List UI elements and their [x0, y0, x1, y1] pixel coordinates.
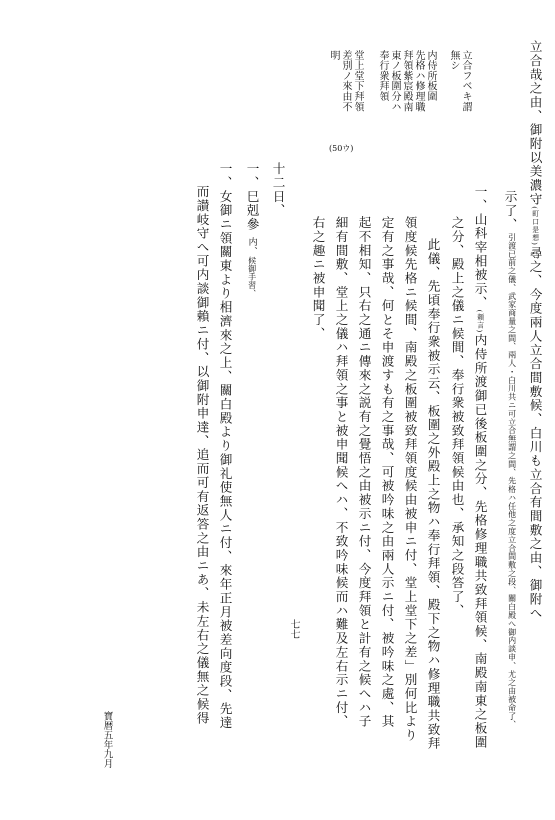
margin-note-1b: 無シ — [448, 50, 459, 71]
text-column-5: 此儀、先頃奉行衆被示云、板圍之外殿上之物ハ奉行拜領、殿下之物ハ修理職共致拜 — [425, 238, 441, 751]
margin-note-6: 明 — [328, 50, 339, 61]
interlinear-note: 引渡已前之儀、武家商量之間、兩人・白川共ニ可立合無謂之間、先 格ハ任他之度立合間敷之段、關白殿へ御内談申、尤之由被命了、 — [507, 232, 517, 729]
margin-note-3b: 東ノ板圍分ハ — [389, 50, 400, 112]
margin-note-2b: 先格ハ修理職 — [413, 50, 424, 112]
margin-note-4: 奉行衆拜領 — [377, 50, 388, 102]
text-column-2: 示了、 引渡已前之儀、武家商量之間、兩人・白川共ニ可立合無謂之間、先 格ハ任他之度立合間敷之段、關白殿へ御内談申、尤之由被命了、 — [502, 190, 518, 729]
running-footer: 寶暦五年九月 — [101, 711, 113, 768]
text-column-3: 一、山科宰相被示、(頼言)内侍所渡御已後板圍之分、先格修理職共致拜領候、南殿南東之板圍 — [472, 185, 488, 750]
text-column-6: 領度候先格ニ候間、南殿之板圍被致拜領度候由被申ニ付、堂上堂下之差」別何比より — [402, 216, 418, 743]
text-column-14: 而讃岐守へ可内談御賴ニ付、以御附申達、追而可有返答之由ニあ、未左右之儀無之候得 — [194, 185, 210, 726]
date-heading: 十二日、 — [270, 162, 286, 218]
margin-note-2: 内侍所板圍 — [425, 50, 436, 102]
interlinear-note: 候御手習、 — [247, 256, 257, 298]
page-number: 七七 — [288, 619, 299, 639]
text-column-1: 立合哉之由、御附以美濃守(町口是想)尋之、今度兩人立合間敷候、白川も立合有間敷之由、御附へ — [527, 40, 543, 621]
margin-note-5b: 差別ノ來由不 — [340, 50, 351, 112]
annotation-name: (町口是想) — [530, 206, 539, 247]
margin-note-1: 立合フベキ謂 — [460, 50, 471, 112]
text-column-10: 右之趣ニ被申聞了、 — [310, 216, 326, 341]
text-column-13: 一、女御ニ領關東より相濟來之上、關白殿より御礼使無人ニ付、來年正月被差向度段、先達 — [217, 162, 233, 730]
text-column-8: 起不相知、只右之通ニ傳來之説有之覺悟之由被示ニ付、今度拜領と計有之候へハ子 — [356, 216, 372, 729]
annotation-name: (頼言) — [475, 309, 484, 334]
text-column-4: 之分、殿上之儀ニ候間、奉行衆被致拜領候由也、承知之段答了、 — [449, 216, 465, 618]
text-column-9: 細有間敷、堂上之儀ハ拜領之事と被申聞候へハ、不致吟味候而ハ難及左右示ニ付、 — [333, 216, 349, 729]
text-column-7: 定有之事哉、何とそ申渡すも有之事哉、可被吟味之由兩人示ニ付、被吟味之處、其 — [379, 216, 395, 729]
original-page-ref: (50ウ) — [329, 144, 354, 153]
margin-note-5: 堂上堂下拜領 — [352, 50, 363, 112]
text-column-12: 一、巳剋參内、候御手習、 — [244, 162, 260, 298]
margin-note-3: 拜領紫宸殿南 — [401, 50, 412, 112]
